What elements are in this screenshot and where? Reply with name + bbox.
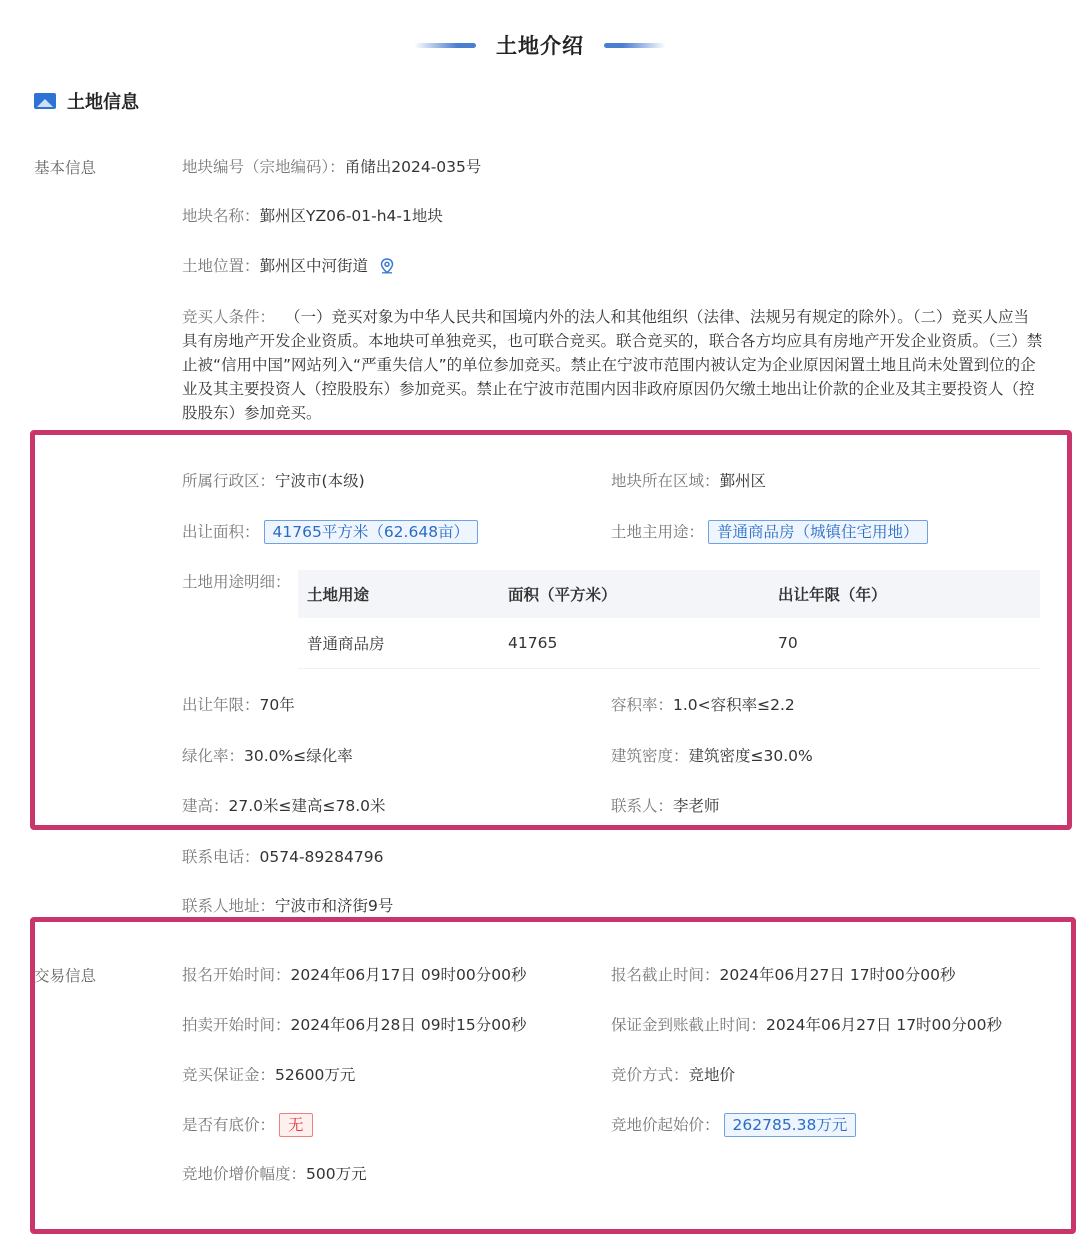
usage-tag: 普通商品房（城镇住宅用地） (708, 520, 928, 544)
density-value: 建筑密度≤30.0% (688, 747, 813, 765)
contact-label: 联系人： (611, 797, 674, 815)
auction-start-label: 拍卖开始时间： (182, 1016, 291, 1034)
bidder-conditions-text: （一）竞买对象为中华人民共和国境内外的法人和其他组织（法律、法规另有规定的除外）。（二）竞买人应当具有房地产开发企业资质。本地块可单独竞买，也可联合竞买。联合竞买的，联合各方均应具有房地产开发企业资质。（三）禁止被“信用中国”网站列入“严重失信人”的单位参加竞买。禁止在宁波市范围内被认定为企业原因闲置土地且尚未处置到位的企业及其主要投资人（控股股东）参加竞买。禁止在宁波市范围内因非政府原因仍欠缴土地出让价款的企业及其主要投资人（控股股东）参加竞买。 (182, 308, 1043, 422)
usage-detail-label: 土地用途明细： (182, 573, 291, 591)
section-title: 土地信息 (67, 92, 139, 113)
usage-label: 土地主用途： (611, 523, 705, 541)
region-value: 鄞州区 (719, 472, 767, 490)
deposit-label: 竞买保证金： (182, 1066, 276, 1084)
map-pin-icon[interactable] (378, 257, 396, 275)
reg-start-value: 2024年06月17日 09时00分00秒 (290, 966, 527, 984)
parcel-name-value: 鄞州区YZ06-01-h4-1地块 (259, 207, 443, 225)
location-row (182, 255, 396, 277)
page-title-text: 土地介绍 (496, 34, 584, 58)
title-decoration-right (604, 43, 666, 48)
region-label: 地块所在区域： (611, 472, 720, 490)
deposit-deadline-label: 保证金到账截止时间： (611, 1016, 767, 1034)
bid-method-value: 竞地价 (688, 1066, 736, 1084)
table-cell-usage: 普通商品房 (298, 618, 499, 668)
location-label: 土地位置： (182, 257, 260, 275)
green-label: 绿化率： (182, 747, 245, 765)
basic-info-label: 基本信息 (34, 159, 97, 177)
far-value: 1.0<容积率≤2.2 (673, 696, 795, 714)
reg-start-label: 报名开始时间： (182, 966, 291, 984)
parcel-code-row (182, 156, 481, 178)
table-cell-term: 70 (769, 618, 1040, 668)
image-icon (34, 93, 56, 109)
height-label: 建高： (182, 797, 229, 815)
phone-value: 0574-89284796 (259, 848, 384, 866)
parcel-name-row (182, 205, 443, 227)
address-value: 宁波市和济街9号 (275, 897, 394, 915)
highlight-box-parcel-details (30, 430, 1072, 830)
reserve-tag: 无 (279, 1113, 313, 1137)
title-decoration-left (414, 43, 476, 48)
density-label: 建筑密度： (611, 747, 689, 765)
area-label: 出让面积： (182, 523, 260, 541)
parcel-code-value: 甬储出2024-035号 (344, 158, 482, 176)
area-tag: 41765平方米（62.648亩） (264, 520, 479, 544)
far-label: 容积率： (611, 696, 674, 714)
start-price-label: 竞地价起始价： (611, 1116, 720, 1134)
height-value: 27.0米≤建高≤78.0米 (228, 797, 386, 815)
page-title (0, 28, 1080, 62)
admin-value: 宁波市(本级) (275, 472, 365, 490)
start-price-tag: 262785.38万元 (724, 1113, 857, 1137)
bidder-conditions (182, 305, 1044, 425)
table-header-usage: 土地用途 (298, 570, 499, 618)
location-value: 鄞州区中河街道 (259, 257, 369, 275)
bidder-conditions-label: 竞买人条件： (182, 308, 276, 326)
parcel-name-label: 地块名称： (182, 207, 260, 225)
deposit-deadline-value: 2024年06月27日 17时00分00秒 (766, 1016, 1003, 1034)
phone-label: 联系电话： (182, 848, 260, 866)
increment-label: 竞地价增价幅度： (182, 1165, 307, 1183)
bid-method-label: 竞价方式： (611, 1066, 689, 1084)
admin-label: 所属行政区： (182, 472, 276, 490)
highlight-box-trade-info (30, 917, 1076, 1234)
green-value: 30.0%≤绿化率 (244, 747, 353, 765)
section-header (34, 88, 139, 114)
increment-value: 500万元 (306, 1165, 367, 1183)
reg-end-value: 2024年06月27日 17时00分00秒 (719, 966, 956, 984)
term-value: 70年 (259, 696, 295, 714)
contact-value: 李老师 (673, 797, 720, 815)
auction-start-value: 2024年06月28日 09时15分00秒 (290, 1016, 527, 1034)
phone-row (182, 846, 383, 868)
deposit-value: 52600万元 (275, 1066, 356, 1084)
table-header-term: 出让年限（年） (769, 570, 1040, 618)
trade-info-label: 交易信息 (34, 967, 97, 985)
reserve-label: 是否有底价： (182, 1116, 276, 1134)
address-row (182, 895, 393, 917)
reg-end-label: 报名截止时间： (611, 966, 720, 984)
table-cell-area: 41765 (499, 618, 769, 668)
parcel-code-label: 地块编号（宗地编码）： (182, 158, 345, 176)
term-label: 出让年限： (182, 696, 260, 714)
address-label: 联系人地址： (182, 897, 276, 915)
table-header-area: 面积（平方米） (499, 570, 769, 618)
